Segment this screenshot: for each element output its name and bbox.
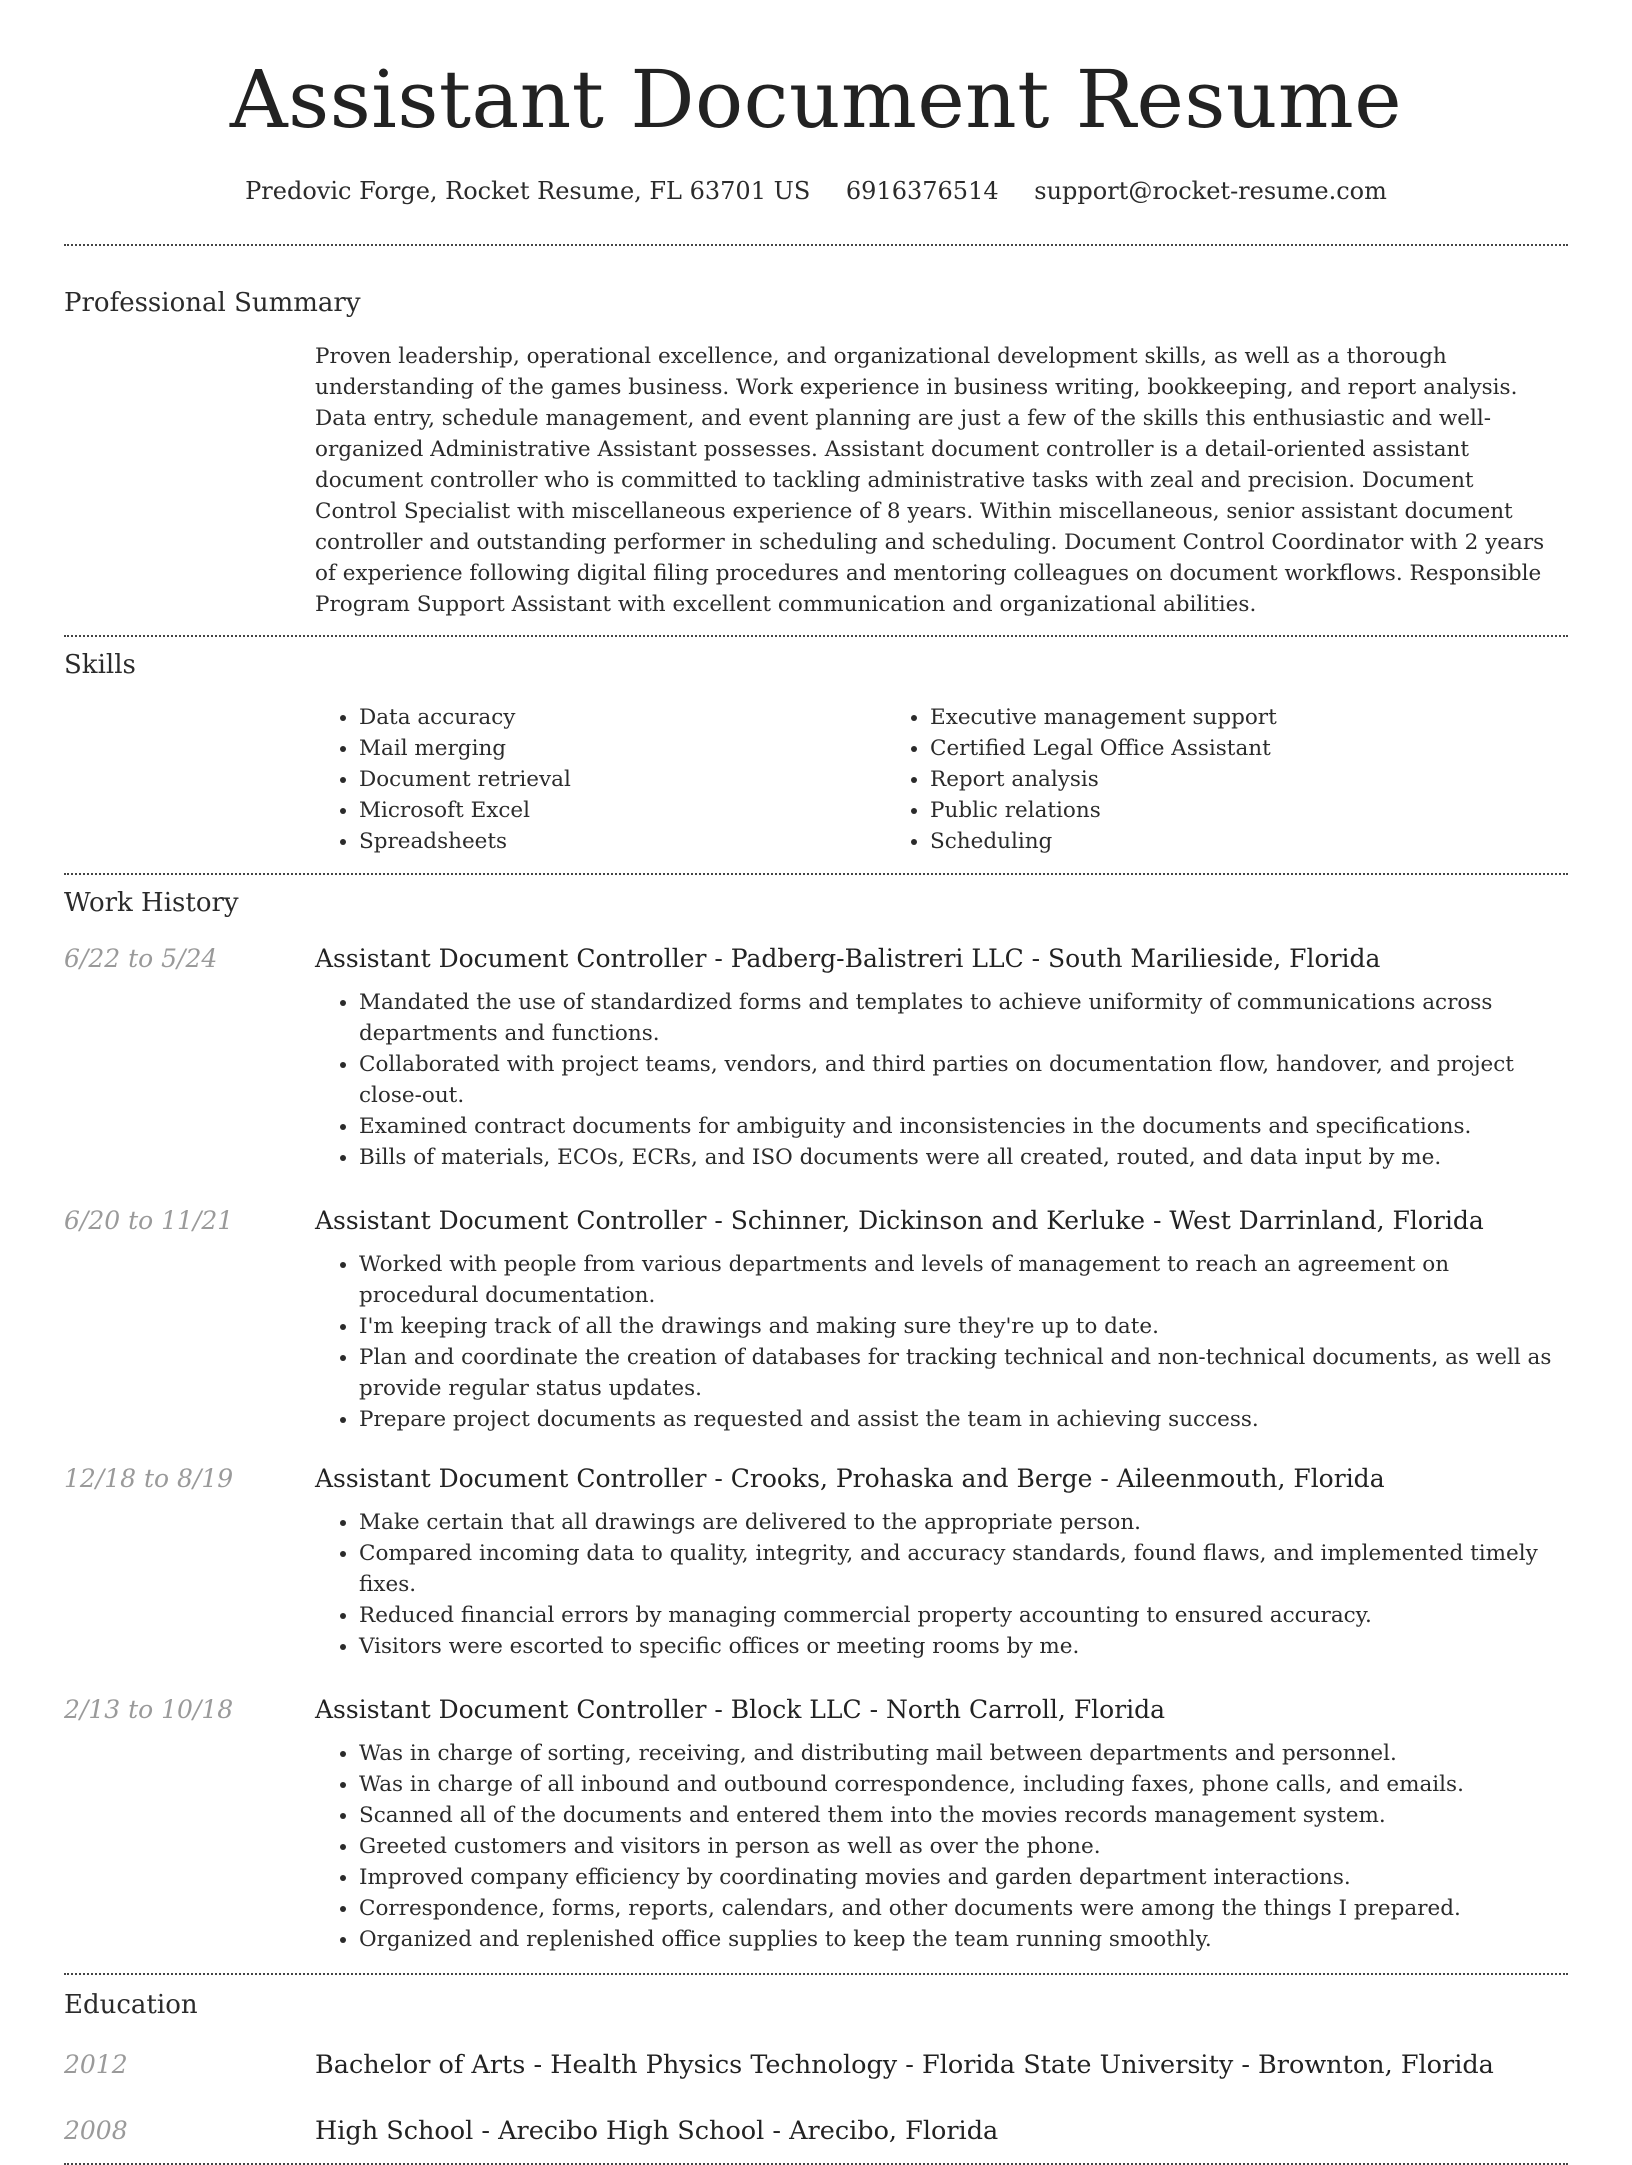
contact-address: Predovic Forge, Rocket Resume, FL 63701 US — [245, 177, 811, 205]
job-dates: 2/13 to 10/18 — [64, 1695, 234, 1724]
education-section — [64, 1975, 1568, 2149]
job-dates: 6/20 to 11/21 — [64, 1206, 234, 1235]
education-entry — [64, 2047, 1568, 2083]
section-title-education: Education — [64, 1990, 198, 2020]
job-bullet: • I'm keeping track of all the drawings and making sure they're up to date. — [359, 1311, 1568, 1342]
job-bullet: • Was in charge of sorting, receiving, and distributing mail between departments and personnel. — [359, 1738, 1568, 1769]
resume-name: Assistant Document Resume — [229, 53, 1403, 146]
job-entry — [64, 1203, 1568, 1435]
summary-section — [64, 246, 1568, 620]
skill-item: • Scheduling — [930, 826, 1457, 857]
job-title: Assistant Document Controller - Crooks, Prohaska and Berge - Aileenmouth, Florida — [315, 1464, 1385, 1493]
education-title: High School - Arecibo High School - Arecibo, Florida — [315, 2116, 999, 2146]
education-year: 2012 — [64, 2050, 128, 2079]
job-bullet: • Reduced financial errors by managing commercial property accounting to ensured accuracy. — [359, 1600, 1568, 1631]
job-bullet: • Organized and replenished office supplies to keep the team running smoothly. — [359, 1924, 1568, 1955]
job-bullet: • Scanned all of the documents and entered them into the movies records management system. — [359, 1800, 1568, 1831]
skill-item: • Document retrieval — [359, 764, 886, 795]
job-bullet: • Prepare project documents as requested and assist the team in achieving success. — [359, 1404, 1568, 1435]
skills-list-left — [315, 702, 886, 857]
job-bullet: • Plan and coordinate the creation of databases for tracking technical and non-technical documents, as well as provide regular status updates. — [359, 1342, 1568, 1404]
skill-item: • Report analysis — [930, 764, 1457, 795]
education-title: Bachelor of Arts - Health Physics Technology - Florida State University - Brownton, Florida — [315, 2050, 1494, 2080]
skills-section — [64, 637, 1568, 857]
skill-item: • Public relations — [930, 795, 1457, 826]
job-entry — [64, 1461, 1568, 1662]
job-title: Assistant Document Controller - Schinner, Dickinson and Kerluke - West Darrinland, Florida — [315, 1206, 1484, 1235]
job-bullets — [315, 1507, 1568, 1662]
summary-left-spacer — [64, 341, 315, 620]
summary-text: Proven leadership, operational excellence, and organizational development skills, as well as a thorough understanding of the games business. Work experience in business writing, bookkeeping, and report analysis. Data entry, schedule management, and event planning are just a few of the skills this enthusiastic and well-organized Administrative Assistant possesses. Assistant document controller is a detail-oriented assistant document controller who is committed to tackling administrative tasks with zeal and precision. Document Control Specialist with miscellaneous experience of 8 years. Within miscellaneous, senior assistant document controller and outstanding performer in scheduling and scheduling. Document Control Coordinator with 2 years of experience following digital filing procedures and mentoring colleagues on document workflows. Responsible Program Support Assistant with excellent communication and organizational abilities. — [315, 344, 1545, 617]
skills-left-spacer — [64, 702, 315, 857]
section-title-summary: Professional Summary — [64, 288, 361, 318]
skill-item: • Executive management support — [930, 702, 1457, 733]
section-title-work: Work History — [64, 888, 239, 918]
skill-item: • Certified Legal Office Assistant — [930, 733, 1457, 764]
job-bullet: • Greeted customers and visitors in person as well as over the phone. — [359, 1831, 1568, 1862]
contact-email: support@rocket-resume.com — [1034, 177, 1387, 205]
education-year: 2008 — [64, 2116, 128, 2145]
skill-item: • Mail merging — [359, 733, 886, 764]
contact-line — [64, 174, 1568, 208]
skill-item: • Microsoft Excel — [359, 795, 886, 826]
job-bullet: • Visitors were escorted to specific offices or meeting rooms by me. — [359, 1631, 1568, 1662]
skill-item: • Spreadsheets — [359, 826, 886, 857]
job-dates: 12/18 to 8/19 — [64, 1464, 234, 1493]
job-bullet: • Examined contract documents for ambiguity and inconsistencies in the documents and specifications. — [359, 1111, 1568, 1142]
section-title-skills: Skills — [64, 650, 136, 680]
job-bullet: • Make certain that all drawings are delivered to the appropriate person. — [359, 1507, 1568, 1538]
education-entry — [64, 2113, 1568, 2149]
contact-phone: 6916376514 — [845, 177, 999, 205]
job-bullet: • Compared incoming data to quality, integrity, and accuracy standards, found flaws, and implemented timely fixes. — [359, 1538, 1568, 1600]
job-title: Assistant Document Controller - Padberg-Balistreri LLC - South Marilieside, Florida — [315, 944, 1381, 973]
job-entry — [64, 1692, 1568, 1955]
job-bullet: • Improved company efficiency by coordinating movies and garden department interactions. — [359, 1862, 1568, 1893]
job-bullet: • Mandated the use of standardized forms and templates to achieve uniformity of communications across departments and functions. — [359, 987, 1568, 1049]
job-bullet: • Collaborated with project teams, vendors, and third parties on documentation flow, handover, and project close-out. — [359, 1049, 1568, 1111]
work-section — [64, 875, 1568, 1955]
skill-item: • Data accuracy — [359, 702, 886, 733]
job-bullets — [315, 1738, 1568, 1955]
job-bullets — [315, 987, 1568, 1173]
job-title: Assistant Document Controller - Block LLC - North Carroll, Florida — [315, 1695, 1166, 1724]
job-dates: 6/22 to 5/24 — [64, 944, 218, 973]
job-bullet: • Correspondence, forms, reports, calendars, and other documents were among the things I prepared. — [359, 1893, 1568, 1924]
job-bullet: • Bills of materials, ECOs, ECRs, and ISO documents were all created, routed, and data input by me. — [359, 1142, 1568, 1173]
job-bullet: • Was in charge of all inbound and outbound correspondence, including faxes, phone calls, and emails. — [359, 1769, 1568, 1800]
job-bullet: • Worked with people from various departments and levels of management to reach an agreement on procedural documentation. — [359, 1249, 1568, 1311]
job-bullets — [315, 1249, 1568, 1435]
job-entry — [64, 941, 1568, 1173]
skills-list-right — [886, 702, 1457, 857]
